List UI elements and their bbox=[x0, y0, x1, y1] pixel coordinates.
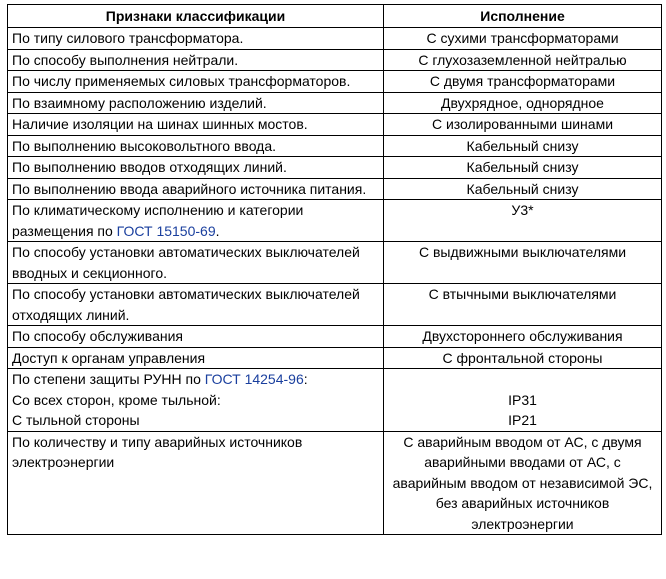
value-cell: Кабельный снизу bbox=[384, 135, 662, 157]
value-line: IP31 bbox=[508, 391, 537, 408]
value-cell: Двухстороннего обслуживания bbox=[384, 326, 662, 348]
value-cell: С двумя трансформаторами bbox=[384, 71, 662, 93]
table-header-row bbox=[8, 5, 662, 28]
feature-cell: По выполнению высоковольтного ввода. bbox=[8, 135, 384, 157]
table-row bbox=[8, 49, 662, 71]
value-cell: С аварийным вводом от АС, с двумя аварийными вводами от АС, с аварийным вводом от независимой ЭС, без аварийных источников электроэнергии bbox=[384, 431, 662, 535]
value-cell: С глухозаземленной нейтралью bbox=[384, 49, 662, 71]
feature-cell bbox=[8, 200, 384, 242]
table-row bbox=[8, 431, 662, 535]
table-row bbox=[8, 28, 662, 50]
column-header-features: Признаки классификации bbox=[8, 5, 384, 28]
feature-subline: С тыльной стороны bbox=[12, 412, 140, 428]
value-cell bbox=[384, 369, 662, 432]
feature-cell: По выполнению вводов отходящих линий. bbox=[8, 157, 384, 179]
table-row bbox=[8, 135, 662, 157]
feature-text-suffix: . bbox=[215, 222, 220, 239]
table-row bbox=[8, 242, 662, 284]
feature-cell: По выполнению ввода аварийного источника питания. bbox=[8, 178, 384, 200]
feature-cell: По количеству и типу аварийных источников электроэнергии bbox=[8, 431, 384, 535]
value-cell: С втычными выключателями bbox=[384, 284, 662, 326]
value-cell: С выдвижными выключателями bbox=[384, 242, 662, 284]
value-cell: Кабельный снизу bbox=[384, 178, 662, 200]
feature-text: По степени защиты РУНН по bbox=[12, 371, 205, 387]
feature-cell: По способу выполнения нейтрали. bbox=[8, 49, 384, 71]
feature-line bbox=[12, 369, 379, 390]
table-row bbox=[8, 369, 662, 432]
table-row bbox=[8, 157, 662, 179]
feature-cell: По способу обслуживания bbox=[8, 326, 384, 348]
table-row bbox=[8, 326, 662, 348]
feature-cell: По типу силового трансформатора. bbox=[8, 28, 384, 50]
table-row bbox=[8, 71, 662, 93]
feature-cell: По взаимному расположению изделий. bbox=[8, 92, 384, 114]
table-row bbox=[8, 114, 662, 136]
value-cell: С фронтальной стороны bbox=[384, 347, 662, 369]
gost-15150-link[interactable]: ГОСТ 15150-69 bbox=[116, 222, 216, 239]
feature-cell: По способу установки автоматических выключателей вводных и секционного. bbox=[8, 242, 384, 284]
feature-cell: По способу установки автоматических выключателей отходящих линий. bbox=[8, 284, 384, 326]
table-row bbox=[8, 200, 662, 242]
feature-subline: Со всех сторон, кроме тыльной: bbox=[12, 391, 221, 408]
table-row bbox=[8, 284, 662, 326]
gost-14254-link[interactable]: ГОСТ 14254-96 bbox=[204, 371, 304, 387]
feature-text-suffix: : bbox=[303, 371, 308, 387]
value-spacer bbox=[388, 369, 657, 390]
column-header-execution: Исполнение bbox=[384, 5, 662, 28]
feature-text: По климатическому исполнению и категории размещения по bbox=[12, 202, 304, 239]
feature-cell bbox=[8, 369, 384, 432]
feature-cell: По числу применяемых силовых трансформаторов. bbox=[8, 71, 384, 93]
feature-cell: Доступ к органам управления bbox=[8, 347, 384, 369]
value-cell: У3* bbox=[384, 200, 662, 242]
value-cell: Кабельный снизу bbox=[384, 157, 662, 179]
table-row bbox=[8, 347, 662, 369]
classification-table bbox=[7, 4, 662, 535]
table-row bbox=[8, 92, 662, 114]
value-cell: Двухрядное, однорядное bbox=[384, 92, 662, 114]
feature-cell: Наличие изоляции на шинах шинных мостов. bbox=[8, 114, 384, 136]
value-cell: С изолированными шинами bbox=[384, 114, 662, 136]
table-row bbox=[8, 178, 662, 200]
value-line: IP21 bbox=[508, 412, 537, 428]
value-cell: С сухими трансформаторами bbox=[384, 28, 662, 50]
